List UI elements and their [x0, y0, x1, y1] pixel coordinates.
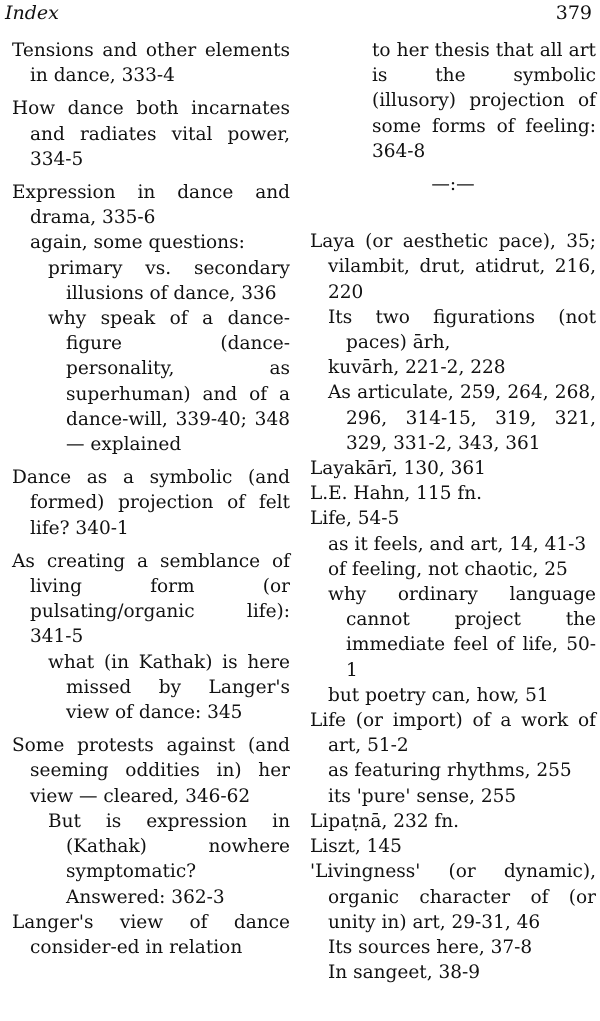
index-subentry: As articulate, 259, 264, 268, 296, 314-15, 319, 321, 329, 331-2, 343, 361 — [328, 382, 596, 454]
index-entry: Liszt, 145 — [310, 836, 402, 858]
index-subentry: what (in Kathak) is here missed by Langer's view of dance: 345 — [48, 651, 290, 724]
index-entry: Laya (or aesthetic pace), 35; vilambit, drut, atidrut, 216, 220 — [310, 231, 596, 303]
index-subentry: of feeling, not chaotic, 25 — [328, 558, 568, 580]
index-subentry: as it feels, and art, 14, 41-3 — [328, 533, 587, 555]
index-entry: As creating a semblance of living form (or pulsating/organic life): 341-5 — [12, 550, 290, 648]
index-entry: Layakārī, 130, 361 — [310, 458, 486, 480]
index-entry: Tensions and other elements in dance, 333-4 — [12, 40, 290, 87]
index-entry: L.E. Hahn, 115 fn. — [310, 483, 483, 505]
index-subentry: Its sources here, 37-8 — [328, 936, 533, 958]
index-subentry: why speak of a dance-figure (dance-personality, as superhuman) and of a dance-will, 339-40; 348 — explained — [48, 308, 290, 456]
running-head: Index — [5, 2, 59, 24]
index-subentry: why ordinary language cannot project the immediate feel of life, 50-1 — [328, 584, 596, 681]
index-subentry: In sangeet, 38-9 — [328, 962, 481, 984]
index-subentry: as featuring rhythms, 255 — [328, 760, 572, 782]
index-entry: Some protests against (and seeming oddities in) her view — cleared, 346-62 — [12, 735, 290, 807]
index-entry: 'Livingness' (or dynamic), organic character of (or unity in) art, 29-31, 46 — [310, 861, 596, 933]
index-subentry: but poetry can, how, 51 — [328, 684, 549, 706]
index-entry: How dance both incarnates and radiates vital power, 334-5 — [12, 98, 290, 170]
page-number: 379 — [555, 2, 592, 24]
index-entry: Expression in dance and drama, 335-6 — [12, 182, 290, 229]
index-subentry: primary vs. secondary illusions of dance, 336 — [48, 257, 290, 304]
index-entry-continued: to her thesis that all art is the symbolic (illusory) projection of some forms of feeling: 364-8 — [372, 40, 596, 162]
index-subentry: Its two figurations (not paces) ārh, — [328, 306, 596, 354]
index-entry: Dance as a symbolic (and formed) projection of felt life? 340-1 — [12, 467, 290, 539]
index-column-right — [310, 38, 596, 985]
index-entry: Langer's view of dance consider-ed in relation — [12, 911, 290, 958]
index-subentry: kuvārh, 221-2, 228 — [328, 357, 506, 379]
index-subentry: again, some questions: — [30, 232, 245, 254]
index-subentry: its 'pure' sense, 255 — [328, 785, 517, 807]
index-entry: Life, 54-5 — [310, 508, 400, 530]
section-separator: —:— — [431, 174, 475, 196]
index-entry: Life (or import) of a work of art, 51-2 — [310, 710, 596, 757]
index-entry: Lipaṭnā, 232 fn. — [310, 810, 460, 832]
index-subentry: But is expression in (Kathak) nowhere symptomatic? Answered: 362-3 — [48, 810, 290, 908]
index-column-left — [12, 38, 290, 960]
page-header — [5, 2, 592, 28]
